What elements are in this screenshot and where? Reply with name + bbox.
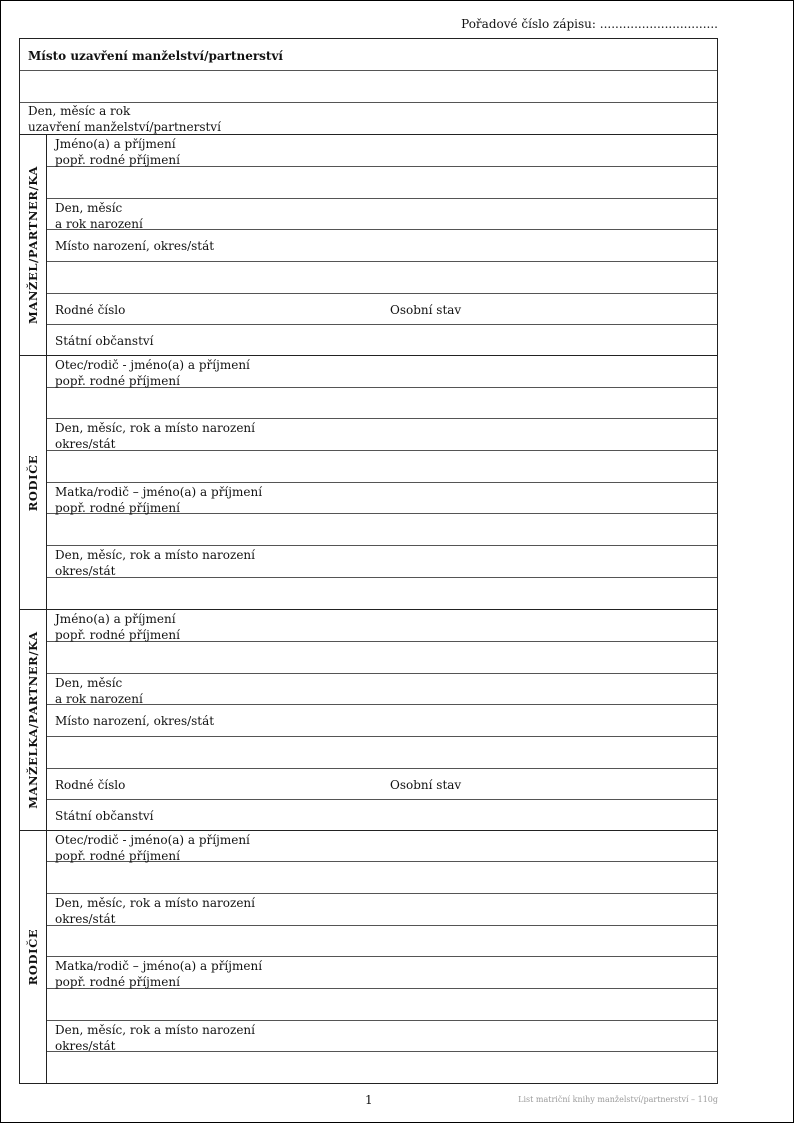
birthdate-label-line1: Den, měsíc	[55, 201, 123, 215]
mother-field[interactable]	[47, 989, 717, 1021]
name-label-line2: popř. rodné příjmení	[55, 628, 180, 642]
husband-rows	[47, 135, 717, 355]
father-label-line2: popř. rodné příjmení	[55, 849, 180, 863]
date-place-label-line1: Den, měsíc, rok a místo narození	[55, 421, 255, 435]
name-label-line1: Jméno(a) a příjmení	[55, 137, 176, 151]
mother-birth-field[interactable]	[47, 1052, 717, 1083]
husband-parents-rows	[47, 356, 717, 609]
place-label: Místo uzavření manželství/partnerství	[28, 49, 283, 63]
wife-parents-section	[20, 831, 717, 1083]
father-label-line1: Otec/rodič - jméno(a) a příjmení	[55, 358, 250, 372]
date-place-label-line1: Den, měsíc, rok a místo narození	[55, 548, 255, 562]
marital-status-label: Osobní stav	[390, 778, 462, 792]
father-field[interactable]	[47, 388, 717, 419]
birth-number-label: Rodné číslo	[55, 778, 126, 792]
mother-label-line2: popř. rodné příjmení	[55, 975, 180, 989]
citizenship-label: Státní občanství	[55, 334, 154, 348]
date-label-line1: Den, měsíc a rok	[28, 104, 131, 118]
marriage-record-form	[19, 38, 718, 1084]
father-label-line2: popř. rodné příjmení	[55, 374, 180, 388]
husband-birthplace-field[interactable]	[47, 262, 717, 294]
marital-status-label: Osobní stav	[390, 303, 462, 317]
place-field[interactable]	[20, 71, 717, 103]
mother-field[interactable]	[47, 514, 717, 546]
record-number-label: Pořadové číslo zápisu: ...............................	[461, 17, 718, 31]
name-label-line2: popř. rodné příjmení	[55, 153, 180, 167]
husband-birthdate-row[interactable]	[47, 199, 717, 230]
father-row[interactable]	[47, 356, 717, 388]
birthdate-label-line2: a rok narození	[55, 217, 143, 231]
birthdate-label-line2: a rok narození	[55, 692, 143, 706]
mother-label-line1: Matka/rodič – jméno(a) a příjmení	[55, 959, 263, 973]
date-row[interactable]	[20, 103, 717, 135]
page-number: 1	[365, 1093, 373, 1107]
mother-birth-row[interactable]	[47, 546, 717, 578]
wife-citizenship-row[interactable]	[47, 800, 717, 831]
birth-number-label: Rodné číslo	[55, 303, 126, 317]
mother-label-line1: Matka/rodič – jméno(a) a příjmení	[55, 485, 263, 499]
date-place-label-line2: okres/stát	[55, 437, 116, 451]
citizenship-label: Státní občanství	[55, 809, 154, 823]
parents-side-label	[20, 831, 47, 1083]
husband-name-field[interactable]	[47, 167, 717, 199]
mother-birth-row[interactable]	[47, 1021, 717, 1052]
wife-id-row[interactable]	[47, 769, 717, 800]
parents-label-text: RODIČE	[26, 928, 40, 986]
name-label-line1: Jméno(a) a příjmení	[55, 612, 176, 626]
husband-label-text: MANŽEL/PARTNER/KA	[26, 166, 40, 324]
wife-section	[20, 610, 717, 831]
husband-citizenship-row[interactable]	[47, 325, 717, 356]
birthplace-label: Místo narození, okres/stát	[55, 239, 215, 253]
father-label-line1: Otec/rodič - jméno(a) a příjmení	[55, 833, 250, 847]
footer-note: List matriční knihy manželství/partnerství – 110g	[518, 1095, 718, 1104]
date-place-label-line2: okres/stát	[55, 564, 116, 578]
parents-side-label	[20, 356, 47, 609]
mother-row[interactable]	[47, 957, 717, 989]
date-place-label-line1: Den, měsíc, rok a místo narození	[55, 1023, 255, 1037]
wife-side-label	[20, 610, 47, 830]
husband-section	[20, 135, 717, 356]
husband-parents-section	[20, 356, 717, 610]
father-birth-field[interactable]	[47, 451, 717, 483]
mother-row[interactable]	[47, 483, 717, 514]
mother-label-line2: popř. rodné příjmení	[55, 501, 180, 515]
father-field[interactable]	[47, 862, 717, 894]
wife-birthplace-field[interactable]	[47, 737, 717, 769]
father-birth-row[interactable]	[47, 419, 717, 451]
wife-name-row[interactable]	[47, 610, 717, 642]
date-place-label-line2: okres/stát	[55, 1039, 116, 1053]
father-birth-row[interactable]	[47, 894, 717, 926]
father-birth-field[interactable]	[47, 926, 717, 957]
date-place-label-line1: Den, měsíc, rok a místo narození	[55, 896, 255, 910]
wife-parents-rows	[47, 831, 717, 1083]
wife-label-text: MANŽELKA/PARTNER/KA	[26, 631, 40, 809]
husband-id-row[interactable]	[47, 294, 717, 325]
birthdate-label-line1: Den, měsíc	[55, 676, 123, 690]
birthplace-label: Místo narození, okres/stát	[55, 714, 215, 728]
wife-birthdate-row[interactable]	[47, 674, 717, 705]
date-label-line2: uzavření manželství/partnerství	[28, 120, 221, 134]
mother-birth-field[interactable]	[47, 578, 717, 610]
place-row	[20, 39, 717, 71]
father-row[interactable]	[47, 831, 717, 862]
date-place-label-line2: okres/stát	[55, 912, 116, 926]
husband-name-row[interactable]	[47, 135, 717, 167]
wife-birthplace-row[interactable]	[47, 705, 717, 737]
wife-name-field[interactable]	[47, 642, 717, 674]
husband-side-label	[20, 135, 47, 355]
husband-birthplace-row[interactable]	[47, 230, 717, 262]
parents-label-text: RODIČE	[26, 454, 40, 511]
wife-rows	[47, 610, 717, 830]
